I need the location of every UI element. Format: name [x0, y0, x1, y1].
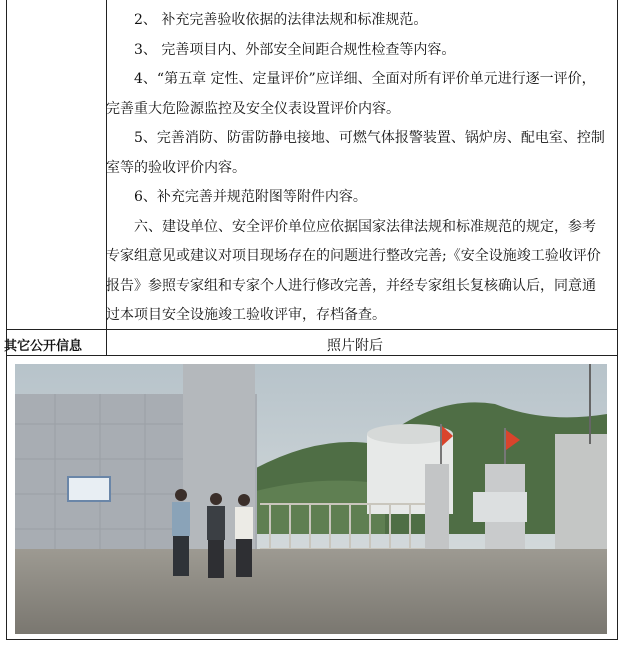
site-photo-illustration [15, 364, 607, 634]
other-info-label: 其它公开信息 [4, 339, 83, 354]
requirement-item: 6、补充完善并规范附图等附件内容。 [134, 189, 367, 205]
site-photo [15, 364, 607, 634]
row-divider [7, 355, 617, 356]
requirement-item: 4、“第五章 定性、定量评价”应详细、全面对所有评价单元进行逐一评价，完善重大危险源监控及安全仪表设置评价内容。 [106, 71, 596, 117]
requirements-text [106, 6, 606, 331]
requirement-item: 5、完善消防、防雷防静电接地、可燃气体报警装置、锅炉房、配电室、控制室等的验收评价内容。 [106, 130, 605, 176]
requirement-item: 3、 完善项目内、外部安全间距合规性检查等内容。 [134, 41, 456, 58]
conclusion-paragraph: 六、建设单位、安全评价单位应依据国家法律法规和标准规范的规定，参考专家组意见或建议对项目现场存在的问题进行整改完善;《安全设施竣工验收评价报告》参照专家组和专家个人进行修改完善，并经专家组长复核确认后，同意通过本项目安全设施竣工验收评审，存档备查。 [106, 218, 601, 323]
other-info-value: 照片附后 [327, 338, 383, 354]
requirement-item: 2、 补充完善验收依据的法律法规和标准规范。 [134, 12, 428, 28]
